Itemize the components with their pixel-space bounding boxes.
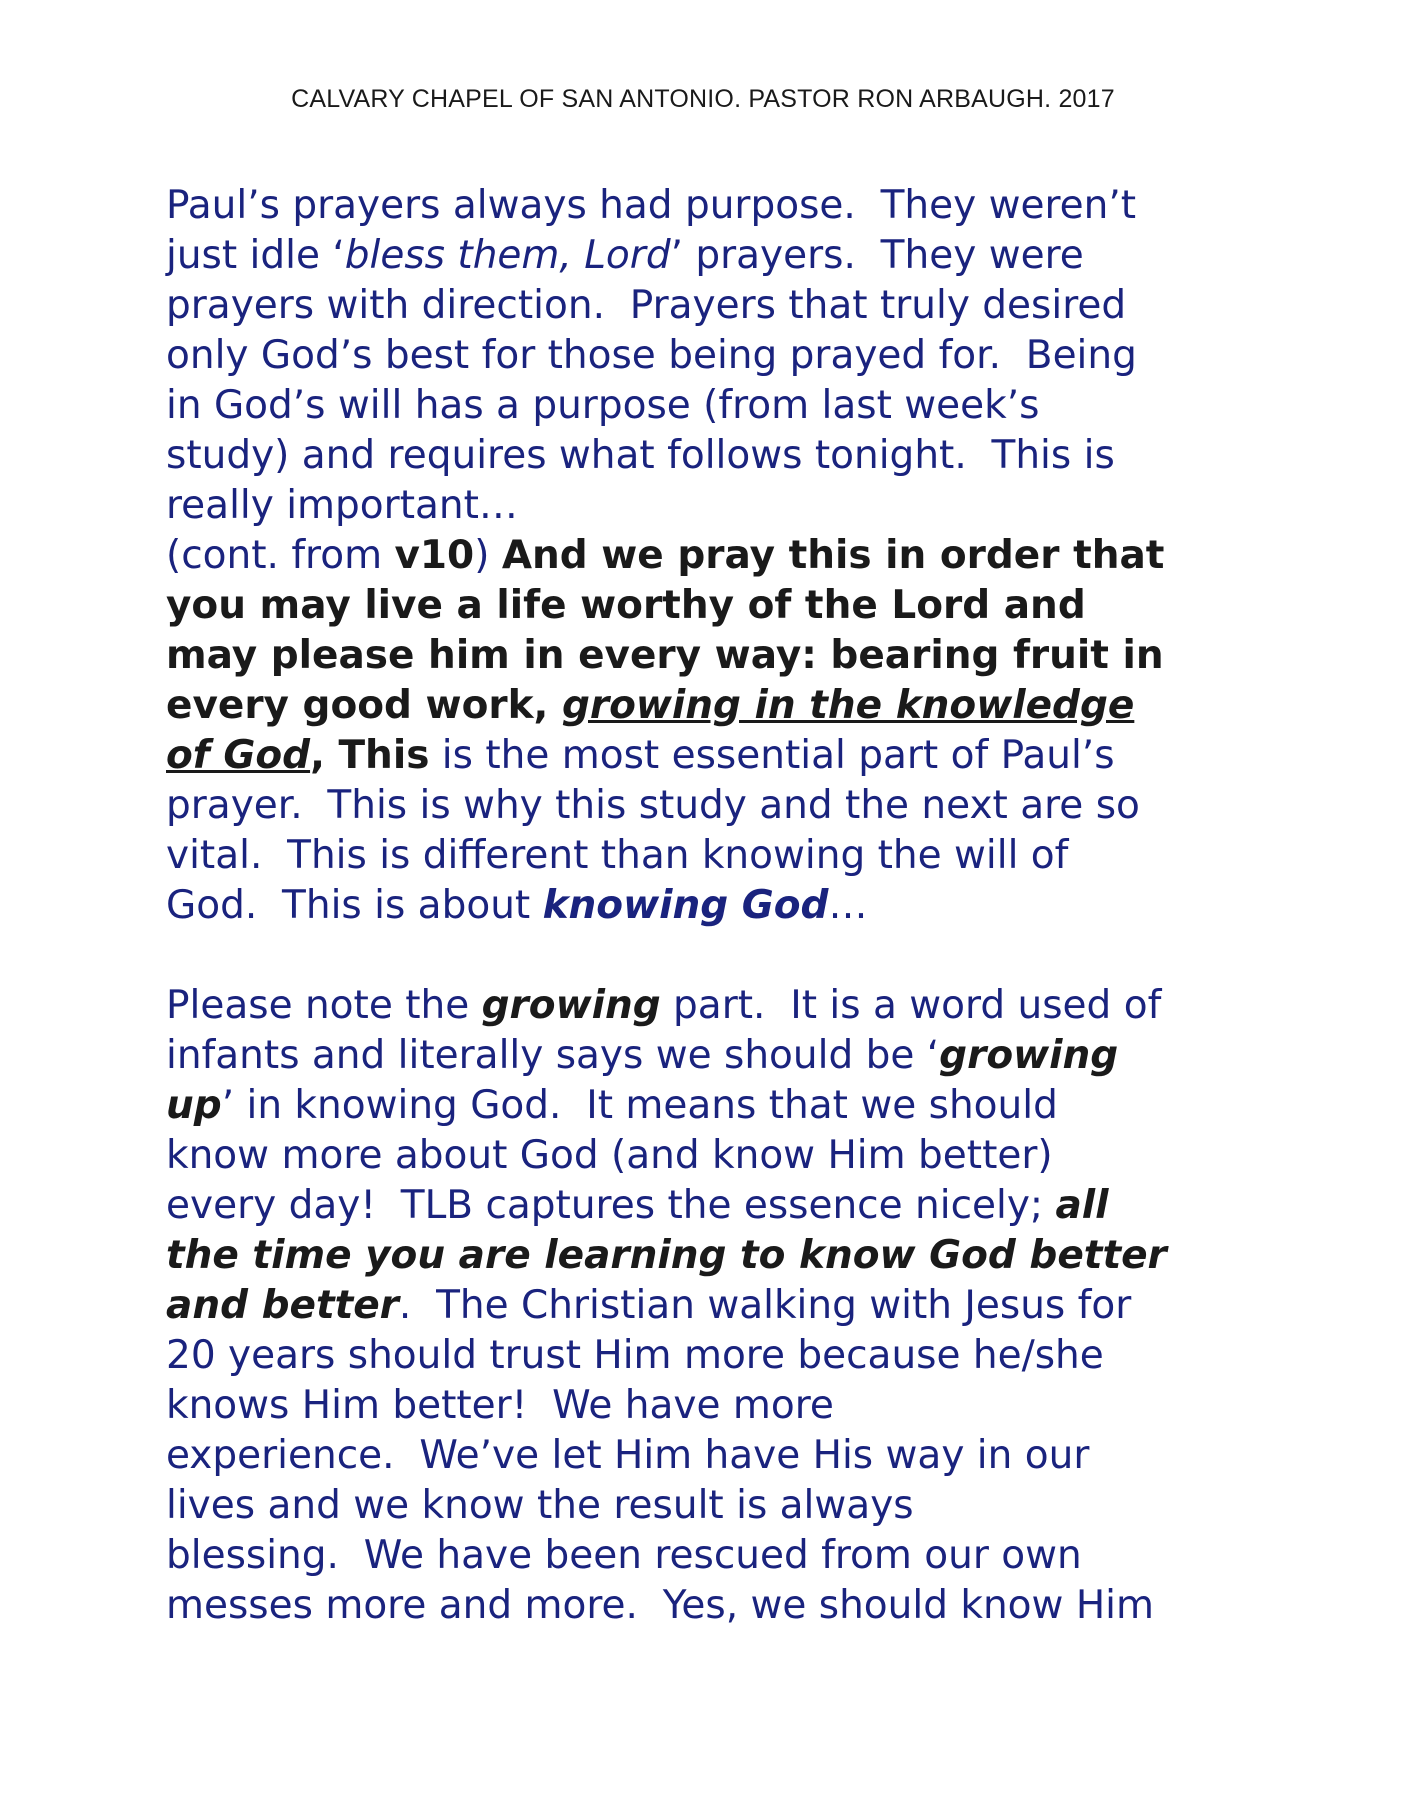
text-segment: part. It is a word used of bbox=[660, 983, 1162, 1028]
text-line bbox=[166, 781, 1296, 831]
text-line bbox=[166, 881, 1296, 931]
text-segment: , This bbox=[310, 733, 430, 778]
text-segment: you may live a life worthy of the Lord and bbox=[166, 583, 1086, 628]
text-segment: ) bbox=[474, 533, 502, 578]
text-segment: study) and requires what follows tonight. This is bbox=[166, 433, 1115, 478]
text-segment: vital. This is different than knowing the will of bbox=[166, 833, 1069, 878]
text-line bbox=[166, 1031, 1296, 1081]
text-segment: in God’s will has a purpose (from last week’s bbox=[166, 383, 1040, 428]
text-segment: infants and literally says we should be ‘ bbox=[166, 1033, 940, 1078]
text-segment: is the most essential part of Paul’s bbox=[429, 733, 1115, 778]
text-segment: God. This is about bbox=[166, 883, 543, 928]
text-line bbox=[166, 1531, 1296, 1581]
text-line bbox=[166, 1381, 1296, 1431]
text-segment: ’ prayers. They were bbox=[670, 233, 1084, 278]
text-line bbox=[166, 181, 1296, 231]
text-segment: every day! TLB captures the essence nicely; bbox=[166, 1183, 1056, 1228]
text-line bbox=[166, 481, 1296, 531]
text-line bbox=[166, 231, 1296, 281]
text-line bbox=[166, 1331, 1296, 1381]
text-segment: blessing. We have been rescued from our own bbox=[166, 1533, 1082, 1578]
text-segment: prayers with direction. Prayers that truly desired bbox=[166, 283, 1127, 328]
text-segment: (cont. from bbox=[166, 533, 395, 578]
text-line bbox=[166, 731, 1296, 781]
text-line bbox=[166, 381, 1296, 431]
text-segment: just idle ‘ bbox=[166, 233, 345, 278]
text-segment: really important… bbox=[166, 483, 518, 528]
text-segment: ’ in knowing God. It means that we should bbox=[221, 1083, 1058, 1128]
text-segment: and better bbox=[166, 1283, 399, 1328]
text-segment: 20 years should trust Him more because he/she bbox=[166, 1333, 1104, 1378]
text-segment: every good work, bbox=[166, 683, 562, 728]
text-line bbox=[166, 1431, 1296, 1481]
text-segment: And we pray this in order that bbox=[501, 533, 1165, 578]
text-segment: may please him in every way: bearing fruit in bbox=[166, 633, 1164, 678]
text-line bbox=[166, 981, 1296, 1031]
text-segment: lives and we know the result is always bbox=[166, 1483, 914, 1528]
text-segment: . The Christian walking with Jesus for bbox=[398, 1283, 1132, 1328]
text-segment: v10 bbox=[394, 533, 475, 578]
text-segment: the time you are learning to know God better bbox=[166, 1233, 1167, 1278]
document-body bbox=[166, 181, 1296, 1631]
text-line bbox=[166, 1581, 1296, 1631]
text-line bbox=[166, 1231, 1296, 1281]
text-line bbox=[166, 831, 1296, 881]
text-line bbox=[166, 1181, 1296, 1231]
text-segment: Paul’s prayers always had purpose. They weren’t bbox=[166, 183, 1137, 228]
paragraph-break bbox=[166, 931, 1296, 981]
text-segment: only God’s best for those being prayed for. Being bbox=[166, 333, 1137, 378]
text-line bbox=[166, 1131, 1296, 1181]
text-segment: of God bbox=[166, 733, 311, 778]
text-segment: up bbox=[166, 1083, 222, 1128]
text-segment: knows Him better! We have more bbox=[166, 1383, 834, 1428]
text-segment: knowing God bbox=[542, 883, 829, 928]
text-segment: growing bbox=[481, 983, 661, 1028]
text-segment: … bbox=[828, 883, 868, 928]
page-header: CALVARY CHAPEL OF SAN ANTONIO. PASTOR RON ARBAUGH. 2017 bbox=[291, 85, 1115, 113]
text-line bbox=[166, 1481, 1296, 1531]
text-line bbox=[166, 531, 1296, 581]
text-segment: experience. We’ve let Him have His way in our bbox=[166, 1433, 1090, 1478]
text-line bbox=[166, 331, 1296, 381]
text-segment: growing in the knowledge bbox=[561, 683, 1135, 728]
text-segment: Please note the bbox=[166, 983, 482, 1028]
text-line bbox=[166, 431, 1296, 481]
text-line bbox=[166, 581, 1296, 631]
text-segment: messes more and more. Yes, we should know Him bbox=[166, 1583, 1154, 1628]
text-line bbox=[166, 1081, 1296, 1131]
text-segment: know more about God (and know Him better) bbox=[166, 1133, 1053, 1178]
text-line bbox=[166, 1281, 1296, 1331]
text-segment: growing bbox=[939, 1033, 1119, 1078]
text-segment: all bbox=[1055, 1183, 1109, 1228]
text-segment: bless them, Lord bbox=[344, 233, 671, 278]
text-line bbox=[166, 631, 1296, 681]
text-line bbox=[166, 281, 1296, 331]
text-line bbox=[166, 681, 1296, 731]
text-segment: prayer. This is why this study and the next are so bbox=[166, 783, 1140, 828]
